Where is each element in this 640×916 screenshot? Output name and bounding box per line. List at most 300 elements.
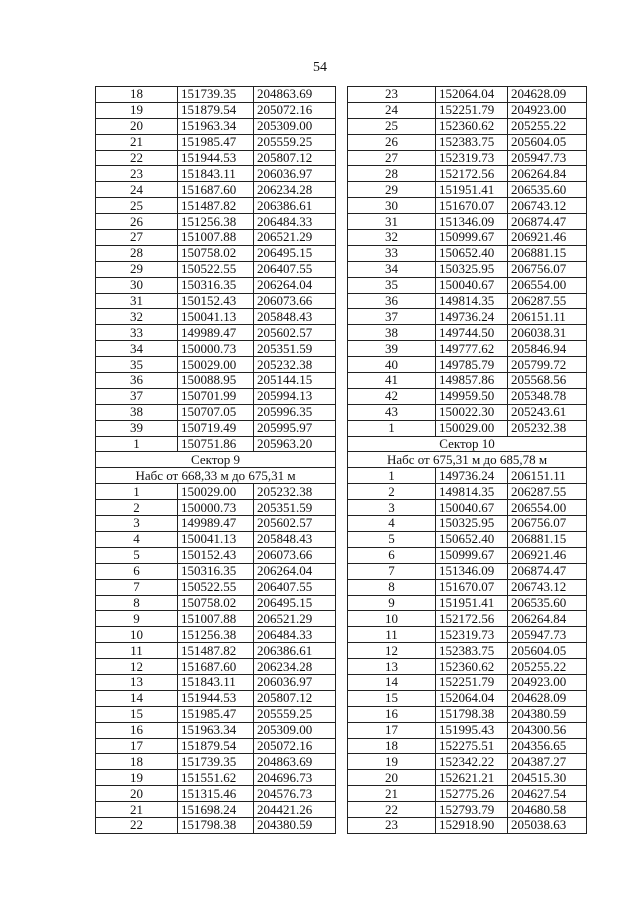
table-row [96,245,336,261]
table-row [348,118,587,134]
coord-x: 150041.13 [178,531,254,547]
coord-y: 205144.15 [254,373,336,389]
coord-y: 206073.66 [254,293,336,309]
point-number: 32 [348,230,436,246]
coord-y: 206874.47 [508,563,587,579]
coord-x: 150751.86 [178,436,254,452]
coord-x: 149814.35 [436,293,508,309]
table-row [96,738,336,754]
coord-y: 206521.29 [254,611,336,627]
coord-y: 204356.65 [508,738,587,754]
point-number: 21 [96,802,178,818]
section-title: Сектор 10 [348,436,587,452]
table-row [96,547,336,563]
coord-y: 206756.07 [508,516,587,532]
coord-x: 152064.04 [436,87,508,103]
table-row [96,706,336,722]
section-subtitle: Набс от 675,31 м до 685,78 м [348,452,587,468]
table-row [348,293,587,309]
coord-x: 151670.07 [436,579,508,595]
table-row [348,245,587,261]
coordinates-table-left [95,86,336,834]
point-number: 5 [348,531,436,547]
point-number: 27 [96,230,178,246]
coord-y: 205994.13 [254,388,336,404]
coord-x: 150652.40 [436,245,508,261]
point-number: 1 [96,484,178,500]
table-row [348,261,587,277]
section-title: Сектор 9 [96,452,336,468]
point-number: 2 [348,484,436,500]
table-row [96,786,336,802]
table-row [348,627,587,643]
coord-y: 205604.05 [508,643,587,659]
table-row [348,595,587,611]
coord-x: 151739.35 [178,87,254,103]
coord-x: 150040.67 [436,277,508,293]
point-number: 40 [348,357,436,373]
coord-x: 151944.53 [178,150,254,166]
point-number: 3 [348,500,436,516]
coord-y: 206287.55 [508,293,587,309]
point-number: 22 [96,817,178,833]
table-row [96,293,336,309]
point-number: 30 [348,198,436,214]
table-row [96,690,336,706]
point-number: 2 [96,500,178,516]
table-row [96,770,336,786]
point-number: 11 [348,627,436,643]
coord-y: 206038.31 [508,325,587,341]
coord-x: 151798.38 [436,706,508,722]
point-number: 20 [96,786,178,802]
coord-x: 150707.05 [178,404,254,420]
coord-y: 206535.60 [508,182,587,198]
coord-x: 150022.30 [436,404,508,420]
point-number: 8 [348,579,436,595]
coord-x: 151843.11 [178,166,254,182]
coord-y: 206386.61 [254,198,336,214]
coord-y: 204380.59 [508,706,587,722]
point-number: 7 [348,563,436,579]
table-row [96,817,336,833]
coord-y: 204863.69 [254,87,336,103]
point-number: 23 [348,87,436,103]
coord-x: 150522.55 [178,261,254,277]
table-row [348,166,587,182]
table-row [348,547,587,563]
table-row [348,611,587,627]
coord-y: 204387.27 [508,754,587,770]
table-row [348,468,587,484]
coord-y: 205351.59 [254,500,336,516]
table-row [96,261,336,277]
coord-x: 151346.09 [436,563,508,579]
table-row [96,388,336,404]
table-row [348,182,587,198]
table-row [348,706,587,722]
table-row [96,674,336,690]
table-row [348,786,587,802]
table-row [96,404,336,420]
table-row [348,531,587,547]
point-number: 13 [96,674,178,690]
table-row [348,500,587,516]
table-row [96,166,336,182]
point-number: 42 [348,388,436,404]
coord-x: 150152.43 [178,293,254,309]
coord-x: 152793.79 [436,802,508,818]
coord-y: 206535.60 [508,595,587,611]
point-number: 36 [348,293,436,309]
coord-y: 205848.43 [254,531,336,547]
table-row [96,722,336,738]
table-row [96,214,336,230]
table-row [348,134,587,150]
point-number: 23 [96,166,178,182]
point-number: 33 [96,325,178,341]
coord-x: 151687.60 [178,659,254,675]
coord-y: 205963.20 [254,436,336,452]
coord-y: 205602.57 [254,516,336,532]
table-row [348,309,587,325]
coord-x: 152319.73 [436,627,508,643]
point-number: 37 [96,388,178,404]
table-row [348,643,587,659]
coord-x: 152383.75 [436,134,508,150]
point-number: 41 [348,373,436,389]
table-row [96,579,336,595]
point-number: 29 [348,182,436,198]
coord-x: 150000.73 [178,500,254,516]
coord-y: 205038.63 [508,817,587,833]
coord-x: 151951.41 [436,595,508,611]
coord-y: 206756.07 [508,261,587,277]
point-number: 1 [348,420,436,436]
table-row [348,277,587,293]
coord-y: 205559.25 [254,706,336,722]
coord-y: 206521.29 [254,230,336,246]
coord-x: 149736.24 [436,309,508,325]
table-row [348,388,587,404]
table-row [96,150,336,166]
coord-y: 206264.84 [508,166,587,182]
coord-x: 152342.22 [436,754,508,770]
table-row [348,754,587,770]
point-number: 33 [348,245,436,261]
coord-y: 205243.61 [508,404,587,420]
table-row [96,436,336,452]
table-row [96,754,336,770]
coord-x: 151315.46 [178,786,254,802]
section-title-row [348,436,587,452]
coord-y: 206495.15 [254,595,336,611]
table-row [96,563,336,579]
coord-x: 150325.95 [436,261,508,277]
coord-y: 204923.00 [508,102,587,118]
table-row [348,770,587,786]
table-row [348,198,587,214]
point-number: 39 [96,420,178,436]
point-number: 30 [96,277,178,293]
coord-y: 204628.09 [508,87,587,103]
coord-x: 151879.54 [178,738,254,754]
coord-x: 150522.55 [178,579,254,595]
coord-y: 206921.46 [508,547,587,563]
coord-y: 206234.28 [254,659,336,675]
coord-y: 206495.15 [254,245,336,261]
point-number: 9 [348,595,436,611]
point-number: 38 [348,325,436,341]
table-row [96,341,336,357]
point-number: 8 [96,595,178,611]
coord-x: 151346.09 [436,214,508,230]
coord-x: 150040.67 [436,500,508,516]
coord-y: 204515.30 [508,770,587,786]
coord-y: 204421.26 [254,802,336,818]
point-number: 19 [348,754,436,770]
table-row [348,230,587,246]
coord-x: 150029.00 [178,357,254,373]
coord-y: 205568.56 [508,373,587,389]
point-number: 6 [96,563,178,579]
coord-y: 204627.54 [508,786,587,802]
coord-y: 205846.94 [508,341,587,357]
table-row [96,87,336,103]
point-number: 36 [96,373,178,389]
coord-y: 205602.57 [254,325,336,341]
coord-y: 205232.38 [508,420,587,436]
point-number: 3 [96,516,178,532]
point-number: 19 [96,102,178,118]
point-number: 16 [348,706,436,722]
table-row [96,802,336,818]
point-number: 22 [96,150,178,166]
table-row [348,563,587,579]
point-number: 12 [348,643,436,659]
coord-x: 150088.95 [178,373,254,389]
page-number: 54 [313,60,327,75]
coord-x: 149989.47 [178,516,254,532]
coord-x: 151951.41 [436,182,508,198]
coord-y: 205309.00 [254,118,336,134]
coord-y: 206264.04 [254,563,336,579]
coord-x: 150152.43 [178,547,254,563]
coord-y: 205807.12 [254,690,336,706]
table-row [96,198,336,214]
point-number: 24 [96,182,178,198]
coord-x: 152172.56 [436,166,508,182]
coord-y: 206036.97 [254,166,336,182]
coord-y: 206921.46 [508,230,587,246]
coord-x: 151007.88 [178,230,254,246]
coord-y: 205604.05 [508,134,587,150]
coord-y: 204696.73 [254,770,336,786]
table-row [96,309,336,325]
point-number: 26 [348,134,436,150]
coord-x: 151985.47 [178,134,254,150]
table-row [348,325,587,341]
table-row [348,102,587,118]
coord-x: 150999.67 [436,230,508,246]
coord-x: 152064.04 [436,690,508,706]
table-row [96,595,336,611]
coord-x: 151879.54 [178,102,254,118]
coord-y: 204680.58 [508,802,587,818]
coord-y: 206264.04 [254,277,336,293]
coord-y: 204380.59 [254,817,336,833]
table-row [348,659,587,675]
table-row [96,277,336,293]
coord-x: 149736.24 [436,468,508,484]
table-row [96,627,336,643]
coord-y: 206264.84 [508,611,587,627]
coord-x: 151007.88 [178,611,254,627]
point-number: 34 [96,341,178,357]
table-row [96,102,336,118]
coord-x: 152918.90 [436,817,508,833]
coord-x: 149959.50 [436,388,508,404]
point-number: 28 [96,245,178,261]
table-row [348,214,587,230]
coord-x: 149785.79 [436,357,508,373]
table-row [348,87,587,103]
table-row [348,484,587,500]
point-number: 37 [348,309,436,325]
point-number: 26 [96,214,178,230]
point-number: 27 [348,150,436,166]
coord-y: 205072.16 [254,738,336,754]
coord-y: 204300.56 [508,722,587,738]
coord-x: 151698.24 [178,802,254,818]
coord-y: 206484.33 [254,627,336,643]
table-row [96,134,336,150]
point-number: 13 [348,659,436,675]
coord-y: 206881.15 [508,531,587,547]
coord-x: 152172.56 [436,611,508,627]
coord-x: 152319.73 [436,150,508,166]
table-row [348,373,587,389]
table-row [96,357,336,373]
table-row [348,690,587,706]
coord-x: 150041.13 [178,309,254,325]
point-number: 12 [96,659,178,675]
point-number: 7 [96,579,178,595]
table-row [348,150,587,166]
coord-x: 152775.26 [436,786,508,802]
point-number: 34 [348,261,436,277]
coord-y: 205255.22 [508,659,587,675]
coord-x: 149989.47 [178,325,254,341]
point-number: 10 [96,627,178,643]
point-number: 17 [96,738,178,754]
table-row [96,325,336,341]
table-row [348,579,587,595]
table-row [348,802,587,818]
point-number: 31 [96,293,178,309]
point-number: 24 [348,102,436,118]
point-number: 1 [96,436,178,452]
table-row [348,738,587,754]
point-number: 39 [348,341,436,357]
point-number: 21 [348,786,436,802]
point-number: 29 [96,261,178,277]
coord-x: 150701.99 [178,388,254,404]
point-number: 21 [96,134,178,150]
point-number: 23 [348,817,436,833]
coord-y: 205947.73 [508,627,587,643]
point-number: 20 [96,118,178,134]
coord-x: 150000.73 [178,341,254,357]
point-number: 1 [348,468,436,484]
coord-y: 206743.12 [508,579,587,595]
coord-y: 206554.00 [508,500,587,516]
coord-x: 151995.43 [436,722,508,738]
point-number: 18 [96,754,178,770]
coord-x: 151944.53 [178,690,254,706]
coord-x: 151551.62 [178,770,254,786]
coord-y: 205848.43 [254,309,336,325]
coord-y: 205232.38 [254,357,336,373]
table-row [96,516,336,532]
coord-y: 205995.97 [254,420,336,436]
point-number: 6 [348,547,436,563]
coord-x: 149777.62 [436,341,508,357]
coord-y: 204863.69 [254,754,336,770]
point-number: 31 [348,214,436,230]
coord-x: 150316.35 [178,277,254,293]
coord-y: 206874.47 [508,214,587,230]
point-number: 35 [348,277,436,293]
coord-x: 150029.00 [436,420,508,436]
coord-y: 206234.28 [254,182,336,198]
coord-x: 150029.00 [178,484,254,500]
point-number: 9 [96,611,178,627]
point-number: 11 [96,643,178,659]
coord-x: 151487.82 [178,198,254,214]
coord-x: 152621.21 [436,770,508,786]
coordinates-table-right [347,86,587,834]
coord-x: 150758.02 [178,595,254,611]
coord-x: 151670.07 [436,198,508,214]
coord-y: 206743.12 [508,198,587,214]
coord-x: 152251.79 [436,102,508,118]
table-row [348,420,587,436]
section-subtitle-row [348,452,587,468]
coord-x: 149744.50 [436,325,508,341]
coord-x: 150999.67 [436,547,508,563]
coord-y: 206036.97 [254,674,336,690]
coord-y: 206554.00 [508,277,587,293]
table-row [96,500,336,516]
table-row [96,611,336,627]
point-number: 10 [348,611,436,627]
coord-y: 205996.35 [254,404,336,420]
point-number: 35 [96,357,178,373]
table-row [348,722,587,738]
coord-y: 206386.61 [254,643,336,659]
point-number: 14 [348,674,436,690]
table-row [348,341,587,357]
coord-y: 206073.66 [254,547,336,563]
coord-x: 150652.40 [436,531,508,547]
coord-x: 151739.35 [178,754,254,770]
table-row [96,230,336,246]
coord-y: 205072.16 [254,102,336,118]
coord-x: 152251.79 [436,674,508,690]
point-number: 25 [348,118,436,134]
coord-y: 205947.73 [508,150,587,166]
